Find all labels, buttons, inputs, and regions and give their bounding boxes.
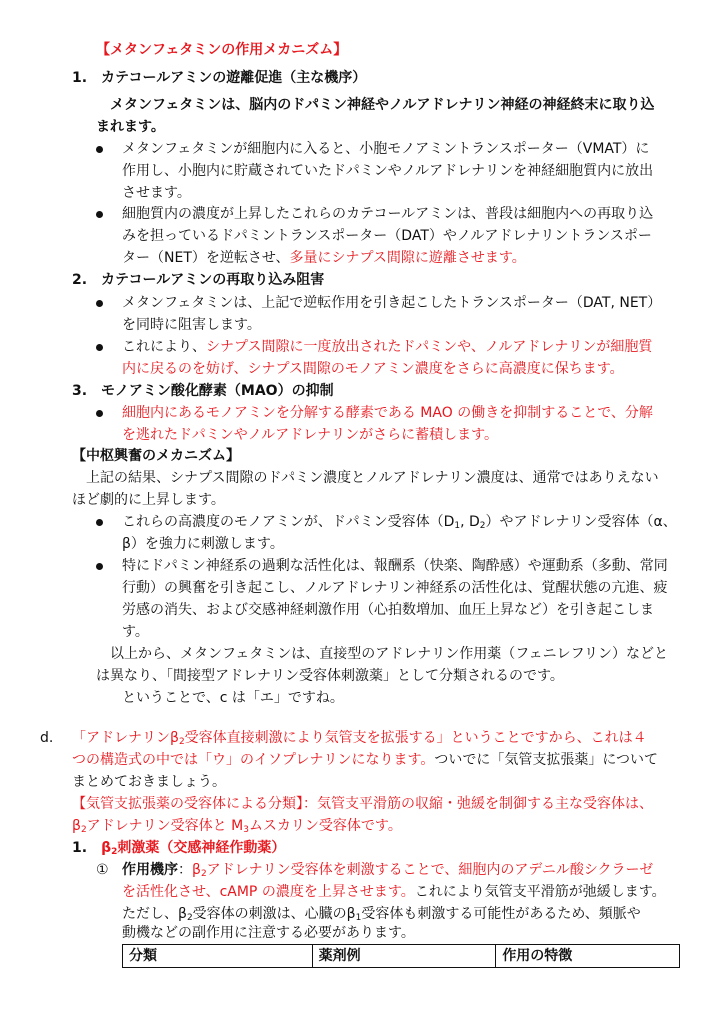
text-segment: ：	[178, 862, 192, 878]
subscript: 2	[479, 521, 486, 531]
text-segment: ター（NET）を逆転させ、	[122, 250, 290, 266]
bullet-text: メタンフェタミンが細胞内に入ると、小胞モノアミントランスポーター（VMAT）に	[122, 141, 650, 157]
highlight-text: β	[192, 862, 201, 878]
table-header-category: 分類	[123, 945, 313, 968]
bullet-text: みを担っているドパミントランスポーター（DAT）やノルアドレナリントランスポー	[122, 228, 652, 244]
text-segment: ただし、β	[122, 906, 187, 922]
highlight-text: 多量にシナプス間隙に遊離させます。	[289, 250, 526, 266]
subscript: 2	[178, 737, 185, 747]
paragraph-line: 以上から、メタンフェタミンは、直接型のアドレナリン作用薬（フェニレフリン）などと	[110, 646, 669, 662]
paragraph-line: 上記の結果、シナプス間隙のドパミン濃度とノルアドレナリン濃度は、通常ではありえない	[86, 470, 659, 486]
paragraph-line: まとめておきましょう。	[72, 774, 226, 790]
table-header-row	[123, 945, 680, 968]
list-marker: ①	[96, 862, 109, 878]
text-segment: 受容体も刺激する可能性があるため、頻脈や	[361, 906, 641, 922]
text-segment: ついでに「気管支拡張薬」について	[434, 752, 659, 768]
subscript: 2	[200, 869, 207, 879]
text-segment: 作用機序	[122, 862, 178, 878]
highlight-text: シナプス間隙に一度放出されたドパミンや、ノルアドレナリンが細胞質	[206, 339, 653, 355]
section-title-cns-stimulation: 【中枢興奮のメカニズム】	[72, 448, 240, 464]
highlight-text	[72, 728, 647, 748]
highlight-text: つの構造式の中では「ウ」のイソプレナリンになります。	[72, 752, 435, 768]
text-segment: ）やアドレナリン受容体（α、	[485, 514, 677, 530]
paragraph-line: ほど劇的に上昇します。	[72, 492, 225, 508]
bullet-text: す。	[122, 624, 149, 640]
paragraph-line: メタンフェタミンは、脳内のドパミン神経やノルアドレナリン神経の神経終末に取り込	[110, 97, 655, 113]
bullet-text: β）を強力に刺激します。	[122, 536, 284, 552]
subscript: 1	[355, 913, 362, 923]
text-segment: β	[72, 818, 81, 834]
bullet-icon	[96, 563, 103, 570]
bullet-text: メタンフェタミンは、上記で逆転作用を引き起こしたトランスポーター（DAT, NET）	[122, 295, 662, 311]
mechanism-line	[122, 882, 666, 902]
bullet-icon	[96, 410, 103, 417]
bullet-text: を同時に阻害します。	[122, 317, 261, 333]
section-title-methamphetamine-mechanism: 【メタンフェタミンの作用メカニズム】	[96, 42, 348, 58]
highlight-text: 内に戻るのを妨げ、シナプス間隙のモノアミン濃度をさらに高濃度に保ちます。	[122, 361, 624, 377]
heading-mao-inhibition: 3. モノアミン酸化酵素（MAO）の抑制	[72, 383, 334, 399]
heading-beta2-agonists	[72, 838, 285, 858]
text-segment: これにより、	[122, 339, 206, 355]
subscript: 3	[243, 825, 249, 835]
subscript: 2	[186, 913, 193, 923]
bronchodilator-table	[122, 944, 680, 968]
classification-line	[72, 816, 402, 836]
table-header-features: 作用の特徴	[496, 945, 680, 968]
text-segment: これにより気管支平滑筋が弛緩します。	[414, 884, 666, 900]
heading-reuptake-inhibition: 2. カテコールアミンの再取り込み阻害	[72, 272, 325, 288]
text-segment: アドレナリン受容体と M	[86, 818, 244, 834]
paragraph-line: まれます。	[96, 119, 165, 135]
bullet-text	[122, 337, 652, 357]
bullet-icon	[96, 300, 103, 307]
bullet-text: 労感の消失、および交感神経刺激作用（心拍数増加、血圧上昇など）を引き起こしま	[122, 602, 654, 618]
highlight-text: アドレナリン受容体を刺激することで、細胞内のアデニル酸シクラーゼ	[206, 862, 654, 878]
highlight-text: 刺激薬（交感神経作動薬）	[117, 840, 286, 856]
paragraph-line	[72, 750, 658, 770]
heading-catecholamine-release: 1. カテコールアミンの遊離促進（主な機序）	[72, 70, 367, 86]
subscript: 2	[111, 847, 118, 857]
highlight-text: 細胞内にあるモノアミンを分解する酵素である MAO の働きを抑制することで、分解	[122, 405, 653, 421]
text-segment: 受容体直接刺激により気管支を拡張する」ということですから、これは４	[184, 730, 647, 746]
subscript: 1	[454, 521, 461, 531]
text-segment: ムスカリン受容体です。	[248, 818, 402, 834]
text-segment: 1.	[72, 840, 102, 856]
highlight-text: β	[101, 840, 112, 856]
highlight-text: ：気管支平滑筋の収縮・弛緩を制御する主な受容体は、	[303, 796, 653, 812]
bullet-text: 細胞質内の濃度が上昇したこれらのカテコールアミンは、普段は細胞内への再取り込	[122, 206, 654, 222]
text-segment: これらの高濃度のモノアミンが、ドパミン受容体（D	[122, 514, 455, 530]
bullet-icon	[96, 519, 103, 526]
bullet-icon	[96, 344, 103, 351]
classification-line	[72, 794, 653, 814]
subscript: 2	[80, 825, 87, 835]
bullet-text: させます。	[122, 185, 191, 201]
highlight-text: 【気管支拡張薬の受容体による分類】	[72, 796, 303, 812]
text-segment: , D	[460, 514, 480, 530]
text-segment: 受容体の刺激は、心臓のβ	[192, 906, 356, 922]
bullet-text: 行動）の興奮を引き起こし、ノルアドレナリン神経系の活性化は、覚醒状態の亢進、疲	[122, 580, 668, 596]
bullet-text	[122, 248, 526, 268]
bullet-icon	[96, 146, 103, 153]
paragraph-line: は異なり、「間接型アドレナリン受容体刺激薬」として分類されるのです。	[96, 668, 564, 684]
bullet-text: 作用し、小胞内に貯蔵されていたドパミンやノルアドレナリンを神経細胞質内に放出	[122, 163, 654, 179]
highlight-text: を活性化させ、cAMP の濃度を上昇させます。	[122, 884, 415, 900]
highlight-text: を逃れたドパミンやノルアドレナリンがさらに蓄積します。	[122, 427, 499, 443]
bullet-text	[122, 512, 677, 532]
mechanism-line	[122, 904, 641, 924]
bullet-icon	[96, 211, 103, 218]
mechanism-line	[122, 860, 653, 880]
bullet-text: 特にドパミン神経系の過剰な活性化は、報酬系（快楽、陶酔感）や運動系（多動、常同	[122, 558, 668, 574]
text-segment: 「アドレナリンβ	[72, 730, 179, 746]
paragraph-line: ということで、c は「エ」ですね。	[122, 690, 344, 706]
item-label-d: d.	[40, 730, 54, 746]
table-header-drug-example: 薬剤例	[312, 945, 496, 968]
mechanism-line: 動機などの副作用に注意する必要があります。	[122, 925, 415, 941]
